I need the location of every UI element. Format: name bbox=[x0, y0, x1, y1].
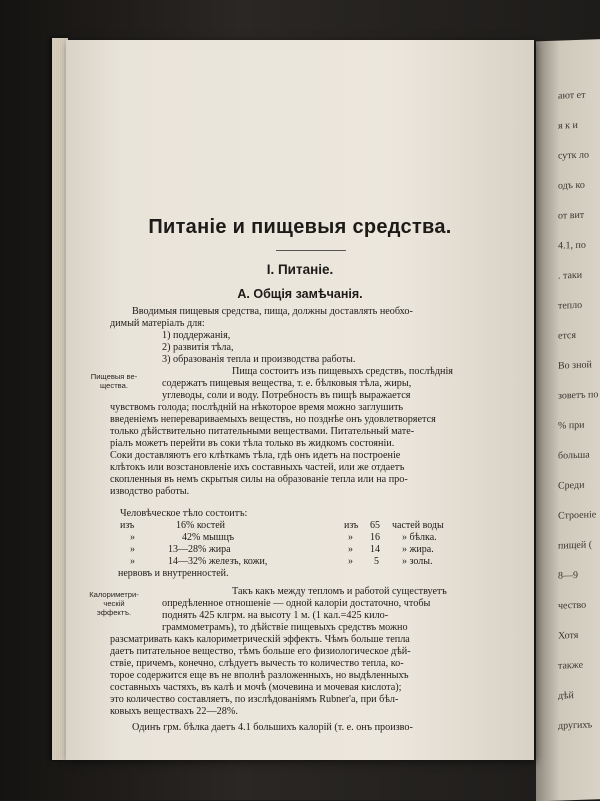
list-item: 1) поддержанія, bbox=[162, 330, 231, 341]
paragraph-line: Одинъ грм. бѣлка даетъ 4.1 большихъ калорій (т. е. онъ произво- bbox=[132, 722, 413, 733]
composition-right-prefix: изъ bbox=[344, 520, 359, 531]
composition-left-value: 13—28% жира bbox=[168, 544, 231, 555]
composition-right-value: 5 bbox=[374, 556, 379, 567]
intro-line: Вводимыя пищевыя средства, пища, должны доставлять необхо- bbox=[132, 306, 413, 317]
list-item: 3) образованія тепла и производства работы. bbox=[162, 354, 356, 365]
title-divider bbox=[276, 250, 346, 251]
facing-page-fragment: ают ет bbox=[558, 89, 586, 102]
intro-line: димый матеріалъ для: bbox=[110, 318, 205, 329]
paragraph-line: составныхъ частяхъ, въ калѣ и мочѣ (мочевина и мочевая кислота); bbox=[110, 682, 402, 693]
paragraph-line: поднять 425 клгрм. на высоту 1 м. (1 кал.=425 кило- bbox=[162, 610, 389, 621]
paragraph-line: это количество составляетъ, по изслѣдованіямъ Rubner'а, при бѣл- bbox=[110, 694, 399, 705]
facing-page-fragment: % при bbox=[558, 419, 585, 432]
facing-page-fragment: тепло bbox=[558, 299, 583, 312]
margin-note-food-substances: Пищевыя ве- щества. bbox=[90, 372, 138, 390]
composition-right-value: 65 bbox=[370, 520, 380, 531]
facing-page-fragment: Строеніе bbox=[558, 509, 597, 522]
composition-left-value: 14—32% железъ, кожи, bbox=[168, 556, 268, 567]
composition-left-row: » bbox=[130, 556, 135, 567]
composition-left-row: » bbox=[130, 532, 135, 543]
paragraph-line: Такъ какъ между тепломъ и работой существуетъ bbox=[232, 586, 447, 597]
paragraph-line: опредѣленное отношеніе — одной калоріи достаточно, чтобы bbox=[162, 598, 431, 609]
composition-right-label: » бѣлка. bbox=[402, 532, 437, 543]
composition-left-value: 16% костей bbox=[176, 520, 226, 531]
paragraph-line: граммометрамъ), то дѣйствіе пищевыхъ средствъ можно bbox=[162, 622, 408, 633]
facing-page bbox=[536, 39, 600, 801]
paragraph-line: скопленныя въ немъ скрытыя силы на образованіе тепла или на про- bbox=[110, 474, 408, 485]
composition-left-row: изъ bbox=[120, 520, 135, 531]
composition-right-value: 14 bbox=[370, 544, 380, 555]
composition-right-label: » жира. bbox=[402, 544, 434, 555]
paragraph-line: ріалъ можетъ перейти въ соки тѣла только въ жидкомъ состояніи. bbox=[110, 438, 395, 449]
paragraph-line: торое содержится еще въ не вполнѣ разложенныхъ, но выдѣленныхъ bbox=[110, 670, 409, 681]
composition-right-prefix: » bbox=[348, 532, 353, 543]
paragraph-line: клѣтокъ или возстановленіе ихъ составныхъ частей, или же отдаетъ bbox=[110, 462, 405, 473]
list-item: 2) развитія тѣла, bbox=[162, 342, 234, 353]
facing-page-fragment: от вит bbox=[558, 209, 585, 222]
facing-page-fragment: я к и bbox=[558, 119, 578, 132]
paragraph-line: ковыхъ веществахъ 22—28%. bbox=[110, 706, 238, 717]
composition-left-row: » bbox=[130, 544, 135, 555]
chapter-title: Питаніе и пищевыя средства. bbox=[148, 216, 452, 238]
composition-right-label: » золы. bbox=[402, 556, 433, 567]
facing-page-fragment: 4.1, по bbox=[558, 239, 586, 252]
paragraph-line: Пища состоитъ изъ пищевыхъ средствъ, послѣднія bbox=[232, 366, 453, 377]
composition-right-prefix: » bbox=[348, 556, 353, 567]
paragraph-line: введеніемъ неперевариваемыхъ веществъ, но позднѣе онъ удовлетворяется bbox=[110, 414, 436, 425]
facing-page-fragment: больша bbox=[558, 449, 590, 462]
facing-page-fragment: Среди bbox=[558, 479, 585, 492]
composition-left-value: 42% мышцъ bbox=[182, 532, 235, 543]
paragraph-line: чувствомъ голода; послѣдній на нѣкоторое время можно заглушить bbox=[110, 402, 404, 413]
composition-left-tail: нервовъ и внутренностей. bbox=[118, 568, 229, 579]
composition-right-label: частей воды bbox=[392, 520, 444, 531]
facing-page-fragment: . таки bbox=[558, 269, 583, 282]
paragraph-line: изводство работы. bbox=[110, 486, 190, 497]
facing-page-fragment: пищей ( bbox=[558, 539, 593, 552]
facing-page-fragment: ется bbox=[558, 330, 576, 342]
margin-note-calorimetric-effect: Калориметри- ческій эффектъ. bbox=[89, 590, 139, 617]
paragraph-line: ствіе, причемъ, конечно, слѣдуетъ вычесть то количество тепла, ко- bbox=[110, 658, 404, 669]
facing-page-fragment: 8—9 bbox=[558, 569, 578, 582]
facing-page-fragment: другихъ bbox=[558, 719, 593, 732]
facing-page-fragment: чество bbox=[558, 599, 587, 612]
facing-page-fragment: сутк ло bbox=[558, 149, 590, 162]
facing-page-fragment: Во зной bbox=[558, 359, 592, 372]
facing-page-fragment: дѣй bbox=[558, 690, 574, 702]
subsection-title: А. Общія замѣчанія. bbox=[237, 287, 363, 301]
paragraph-line: разсматривать какъ калориметрическій эффектъ. Чѣмъ больше тепла bbox=[110, 634, 410, 645]
facing-page-fragment: одъ ко bbox=[558, 179, 585, 192]
facing-page-fragment: Хотя bbox=[558, 629, 579, 642]
book-page bbox=[66, 40, 534, 760]
paragraph-line: даетъ питательное вещество, тѣмъ больше его физиологическое дѣй- bbox=[110, 646, 411, 657]
paragraph-line: содержатъ пищевыя вещества, т. е. бѣлковыя тѣла, жиры, bbox=[162, 378, 412, 389]
section-title: I. Питаніе. bbox=[266, 262, 334, 277]
paragraph-line: углеводы, соли и воду. Потребность въ пищѣ выражается bbox=[162, 390, 411, 401]
composition-right-prefix: » bbox=[348, 544, 353, 555]
paragraph-line: Соки доставляютъ его клѣткамъ тѣла, гдѣ онъ идетъ на построеніе bbox=[110, 450, 401, 461]
facing-page-fragment: зоветъ по bbox=[558, 389, 599, 402]
composition-right-value: 16 bbox=[370, 532, 380, 543]
paragraph-line: только дѣйствительно питательными веществами. Питательный мате- bbox=[110, 426, 415, 437]
facing-page-fragment: также bbox=[558, 659, 584, 672]
composition-heading: Человѣческое тѣло состоитъ: bbox=[120, 508, 248, 519]
